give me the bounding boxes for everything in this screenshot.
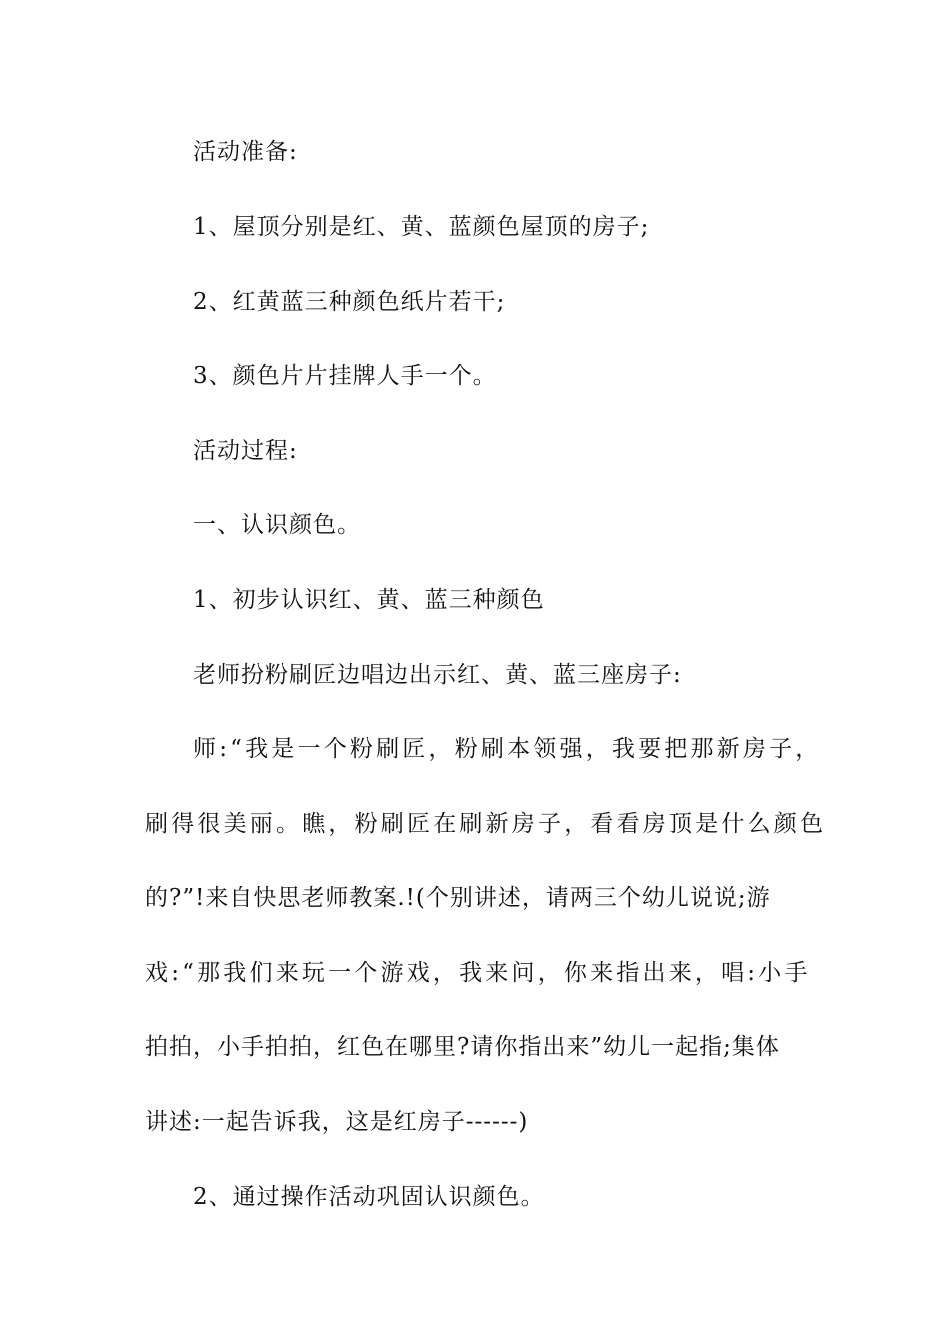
paragraph-teacher-intro: 老师扮粉刷匠边唱边出示红、黄、蓝三座房子: <box>193 662 682 688</box>
paragraph-teacher-song-line-3: 的?”!来自快思老师教案.!(个别讲述，请两三个幼儿说说;游 <box>145 885 771 911</box>
paragraph-preparation-item-2: 2、红黄蓝三种颜色纸片若干; <box>193 289 506 315</box>
paragraph-teacher-song-line-1: 师:“我是一个粉刷匠，粉刷本领强，我要把那新房子， <box>193 736 822 762</box>
paragraph-preparation-item-3: 3、颜色片片挂牌人手一个。 <box>193 363 497 389</box>
paragraph-teacher-song-line-6: 讲述:一起告诉我，这是红房子------) <box>145 1109 529 1135</box>
heading-activity-preparation: 活动准备: <box>193 139 298 165</box>
section-heading-know-colors: 一、认识颜色。 <box>193 512 361 538</box>
subsection-heading-initial-recognition: 1、初步认识红、黄、蓝三种颜色 <box>193 587 545 613</box>
paragraph-teacher-song-line-4: 戏:“那我们来玩一个游戏，我来问，你来指出来，唱:小手 <box>145 960 811 986</box>
paragraph-teacher-song-line-5: 拍拍，小手拍拍，红色在哪里?请你指出来”幼儿一起指;集体 <box>145 1034 780 1060</box>
heading-activity-process: 活动过程: <box>193 438 298 464</box>
subsection-heading-operation-activity: 2、通过操作活动巩固认识颜色。 <box>193 1184 545 1210</box>
paragraph-teacher-song-line-2: 刷得很美丽。瞧，粉刷匠在刷新房子，看看房顶是什么颜色 <box>145 811 827 837</box>
paragraph-preparation-item-1: 1、屋顶分别是红、黄、蓝颜色屋顶的房子; <box>193 214 650 240</box>
